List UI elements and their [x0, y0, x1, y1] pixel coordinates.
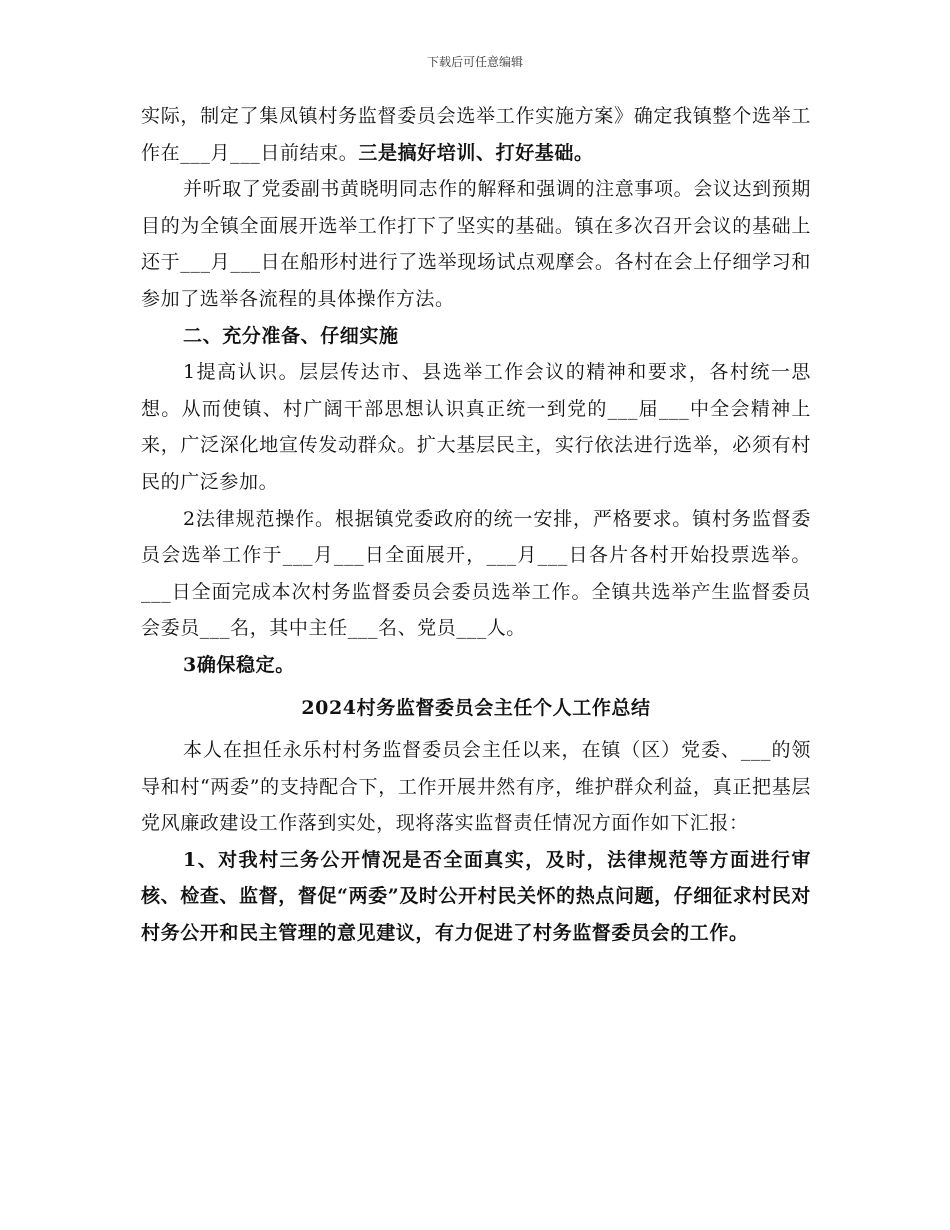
document-title: 2024村务监督委员会主任个人工作总结 — [301, 696, 651, 719]
paragraph-1 — [141, 98, 811, 171]
paragraph-4: 2法律规范操作。根据镇党委政府的统一安排，严格要求。镇村务监督委员会选举工作于___月___日全面展开，___月___日各片各村开始投票选举。___日全面完成本次村务监督委员会委员选举工作。全镇共选举产生监督委员会委员___名，其中主任___名、党员___人。 — [141, 507, 811, 640]
page-header-note: 下载后可任意编辑 — [426, 55, 523, 69]
paragraph-3: 1提高认识。层层传达市、县选举工作会议的精神和要求，各村统一思想。从而使镇、村广阔干部思想认识真正统一到党的___届___中全会精神上来，广泛深化地宣传发动群众。扩大基层民主，实行依法进行选举，必须有村民的广泛参加。 — [141, 361, 811, 493]
document-body — [141, 98, 811, 952]
paragraph-2: 并听取了党委副书黄晓明同志作的解释和强调的注意事项。会议达到预期目的为全镇全面展开选举工作打下了坚实的基础。镇在多次召开会议的基础上还于___月___日在船形村进行了选举现场试点观摩会。各村在会上仔细学习和参加了选举各流程的具体操作方法。 — [141, 178, 811, 310]
paragraph-7: 1、对我村三务公开情况是否全面真实，及时，法律规范等方面进行审核、检查、监督，督促“两委”及时公开村民关怀的热点问题，仔细征求村民对村务公开和民主管理的意见建议，有力促进了村务监督委员会的工作。 — [141, 848, 811, 945]
paragraph-5: 3确保稳定。 — [183, 653, 295, 676]
paragraph-1-text: 实际，制定了集凤镇村务监督委员会选举工作实施方案》确定我镇整个选举工作在___月___日前结束。 — [141, 105, 811, 164]
paragraph-1-bold: 三是搞好培训、打好基础。 — [358, 141, 594, 164]
section-heading-2: 二、充分准备、仔细实施 — [183, 324, 399, 347]
paragraph-6: 本人在担任永乐村村务监督委员会主任以来，在镇（区）党委、___的领导和村“两委”的支持配合下，工作开展井然有序，维护群众利益，真正把基层党风廉政建设工作落到实处，现将落实监督责任情况方面作如下汇报： — [141, 739, 811, 835]
